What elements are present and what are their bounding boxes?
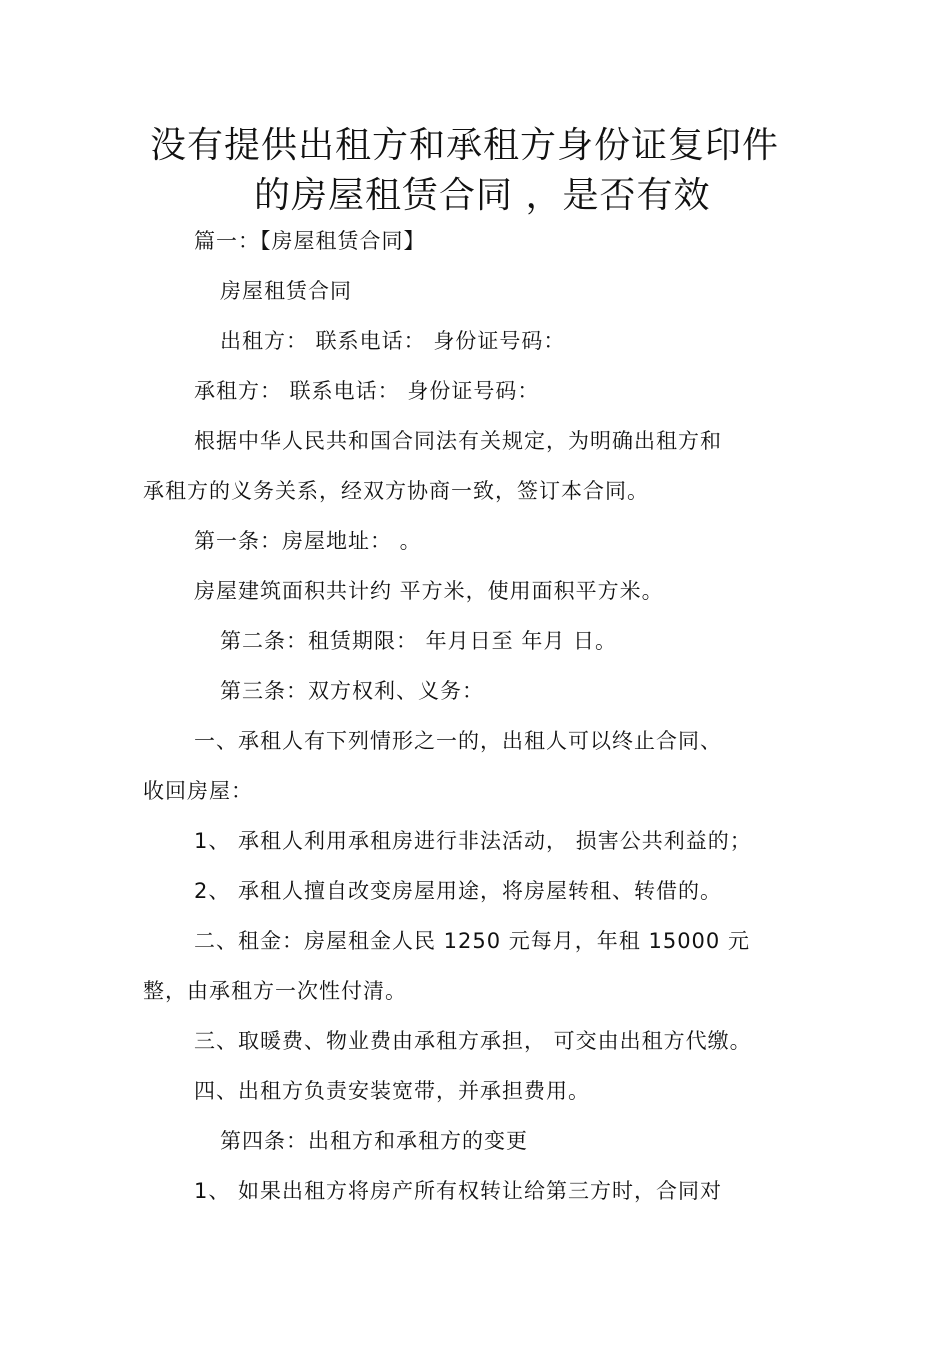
contract-title: 房屋租赁合同 — [220, 279, 352, 303]
paragraph-line: 一、承租人有下列情形之一的，出租人可以终止合同、 — [194, 729, 722, 753]
paragraph-line: 二、租金：房屋租金人民 1250 元每月，年租 15000 元 — [194, 929, 750, 953]
article-2-line: 第二条：租赁期限： 年月日至 年月 日。 — [220, 629, 618, 653]
lessee-info-line: 承租方： 联系电话： 身份证号码： — [194, 379, 540, 403]
paragraph-line: 整，由承租方一次性付清。 — [143, 979, 407, 1003]
paragraph-line: 根据中华人民共和国合同法有关规定，为明确出租方和 — [194, 429, 722, 453]
paragraph-line: 房屋建筑面积共计约 平方米，使用面积平方米。 — [194, 579, 664, 603]
lessor-info-line: 出租方： 联系电话： 身份证号码： — [220, 329, 566, 353]
list-item: 1、 承租人利用承租房进行非法活动， 损害公共利益的； — [194, 829, 752, 853]
article-1-line: 第一条：房屋地址： 。 — [194, 529, 422, 553]
paragraph-line: 承租方的义务关系，经双方协商一致，签订本合同。 — [143, 479, 649, 503]
article-4-line: 第四条：出租方和承租方的变更 — [220, 1129, 528, 1153]
list-item: 1、 如果出租方将房产所有权转让给第三方时，合同对 — [194, 1179, 723, 1203]
paragraph-line: 收回房屋： — [143, 779, 253, 803]
paragraph-line: 四、出租方负责安装宽带，并承担费用。 — [194, 1079, 590, 1103]
article-3-line: 第三条：双方权利、义务： — [220, 679, 484, 703]
document-title-line-1: 没有提供出租方和承租方身份证复印件 — [150, 125, 780, 166]
document-title-line-2: 的房屋租赁合同 ，是否有效 — [254, 175, 711, 216]
list-item: 2、 承租人擅自改变房屋用途，将房屋转租、转借的。 — [194, 879, 723, 903]
paragraph-line: 三、取暖费、物业费由承租方承担， 可交由出租方代缴。 — [194, 1029, 752, 1053]
section-heading: 篇一：【房屋租赁合同】 — [194, 229, 426, 253]
